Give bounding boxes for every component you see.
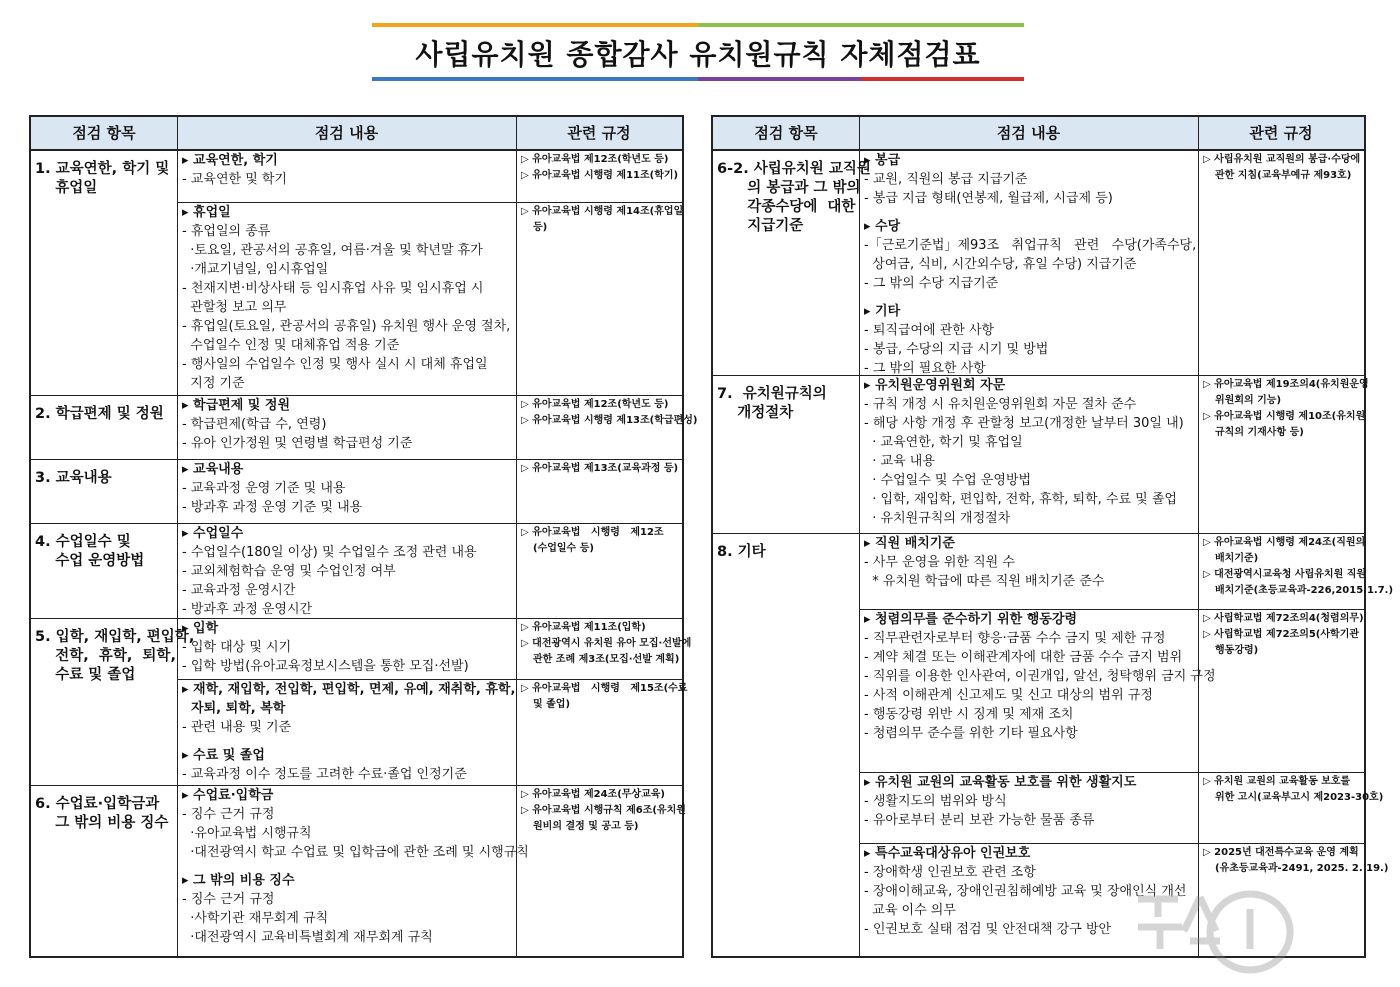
content-line: - 그 밖의 필요한 사항 <box>864 361 986 376</box>
check-content <box>182 680 516 784</box>
check-item <box>713 156 871 379</box>
regulation-line: ▷ 2025년 대전특수교육 운영 계획 <box>1203 847 1359 858</box>
content-line: - 천재지변·비상사태 등 임시휴업 사유 및 임시휴업 시 <box>182 281 484 296</box>
check-item-line: 8. 기타 <box>717 544 766 560</box>
header-item: 점검 항목 <box>754 124 818 142</box>
content-line: - 장애학생 인권보호 관련 조항 <box>864 865 1036 880</box>
check-content <box>864 151 1195 374</box>
check-item-line: 6-2. 사립유치원 교직원 <box>717 161 871 177</box>
title-bottom-rule <box>372 77 1024 81</box>
regulation-line: ▷ 대전광역시교육청 사립유치원 직원 <box>1203 569 1367 580</box>
content-line: ·유아교육법 시행규칙 <box>182 826 312 841</box>
content-heading: ▸ 입학 <box>182 621 219 636</box>
check-item-line: 의 봉급과 그 밖의 <box>717 180 861 196</box>
check-item <box>31 624 195 789</box>
content-line: - 생활지도의 범위와 방식 <box>864 794 1007 809</box>
content-line: ·대전광역시 교육비특별회계 재무회계 규칙 <box>182 930 433 945</box>
check-item <box>31 529 184 622</box>
related-regulation <box>521 620 692 678</box>
regulation-line: 원비의 결정 및 공고 등) <box>533 821 639 832</box>
regulation-line: ▷ 유아교육법 제13조(교육과정 등) <box>521 463 679 474</box>
content-line: - 징수 근거 규정 <box>182 892 275 907</box>
check-item-line: 지급기준 <box>717 218 804 234</box>
content-line: · 입학, 재입학, 편입학, 전학, 휴학, 퇴학, 수료 및 졸업 <box>864 492 1177 507</box>
header-regulation: 관련 규정 <box>567 124 631 142</box>
content-line: - 봉급 지급 형태(연봉제, 월급제, 시급제 등) <box>864 191 1113 206</box>
content-heading: ▸ 특수교육대상유아 인권보호 <box>864 846 1031 861</box>
check-item-line: 휴업일 <box>35 180 98 196</box>
content-line: - 교육연한 및 학기 <box>182 172 287 187</box>
check-content <box>864 376 1195 532</box>
content-line: · 교육 내용 <box>864 454 935 469</box>
content-line: - 유아 인가정원 및 연령별 학급편성 기준 <box>182 436 413 451</box>
content-line: - 유아로부터 분리 보관 가능한 물품 종류 <box>864 813 1095 828</box>
content-line: - 교육과정 운영시간 <box>182 583 296 598</box>
regulation-line: ▷ 유치원 교원의 교육활동 보호를 <box>1203 776 1351 787</box>
regulation-line: ▷ 유아교육법 시행령 제15조(수료 <box>521 683 688 694</box>
content-heading: ▸ 휴업일 <box>182 205 231 220</box>
regulation-line: ▷ 사립유치원 교직원의 봉급·수당에 <box>1203 154 1361 165</box>
check-item <box>713 381 866 537</box>
content-line: - 인권보호 실태 점검 및 안전대책 강구 방안 <box>864 922 1112 937</box>
content-line: - 교육과정 운영 기준 및 내용 <box>182 481 346 496</box>
check-content <box>182 203 513 394</box>
check-item-line: 개정절차 <box>717 405 794 421</box>
content-line: - 교육과정 이수 정도를 고려한 수료·졸업 인정기준 <box>182 767 467 782</box>
content-line: - 퇴직급여에 관한 사항 <box>864 323 995 338</box>
content-heading: ▸ 수당 <box>864 219 901 234</box>
regulation-line: 배치기준) <box>1215 553 1259 564</box>
related-regulation <box>521 397 698 458</box>
regulation-line: ▷ 유아교육법 시행령 제10조(유치원 <box>1203 411 1366 422</box>
related-regulation <box>1203 152 1362 374</box>
check-content <box>182 151 513 201</box>
check-content <box>182 396 513 458</box>
check-content <box>182 524 513 617</box>
regulation-line: ▷ 유아교육법 제12조(학년도 등) <box>521 399 669 410</box>
check-item-line: 7. 유치원규칙의 <box>717 386 827 402</box>
content-line: * 유치원 학급에 따른 직원 배치기준 준수 <box>864 574 1105 589</box>
content-heading: ▸ 수료 및 졸업 <box>182 748 265 763</box>
regulation-line: ▷ 사립학교법 제72조의5(사학기관 <box>1203 629 1360 640</box>
regulation-line: ▷ 유아교육법 시행령 제14조(휴업일 <box>521 206 684 217</box>
related-regulation <box>1203 377 1369 532</box>
regulation-line: 관한 조례 제3조(모집·선발 계획) <box>533 654 680 665</box>
check-item <box>31 401 184 463</box>
content-heading: ▸ 봉급 <box>864 153 901 168</box>
regulation-line: 규칙의 기재사항 등) <box>1215 427 1304 438</box>
content-line: 관할청 보고 의무 <box>182 300 287 315</box>
check-item-line: 6. 수업료·입학금과 <box>35 796 160 812</box>
content-line: - 장애이해교육, 장애인권침해예방 교육 및 장애인식 개선 <box>864 884 1187 899</box>
regulation-line: 등) <box>533 222 548 233</box>
content-line: ·토요일, 관공서의 공휴일, 여름·겨울 및 학년말 휴가 <box>182 243 483 258</box>
content-heading: ▸ 교육연한, 학기 <box>182 153 278 168</box>
check-content <box>864 773 1195 842</box>
content-line: ·개교기념일, 임시휴업일 <box>182 262 329 277</box>
content-heading: ▸ 그 밖의 비용 징수 <box>182 873 295 888</box>
header-item: 점검 항목 <box>72 124 136 142</box>
regulation-line: ▷ 유아교육법 시행령 제11조(학기) <box>521 170 679 181</box>
content-line: - 휴업일의 종류 <box>182 224 271 239</box>
content-line: - 휴업일(토요일, 관공서의 공휴일) 유치원 행사 운영 절차, <box>182 319 511 334</box>
header-regulation: 관련 규정 <box>1249 124 1313 142</box>
check-item <box>31 791 184 960</box>
page-title: 사립유치원 종합감사 유치원규칙 자체점검표 <box>415 38 981 71</box>
content-line: 상여금, 식비, 시간외수당, 휴일 수당) 지급기준 <box>864 257 1137 272</box>
content-line: - 입학 대상 및 시기 <box>182 640 292 655</box>
content-heading: ▸ 수업일수 <box>182 526 244 541</box>
checklist-table-right <box>711 115 1394 958</box>
check-content <box>864 534 1195 608</box>
related-regulation <box>1203 774 1384 842</box>
content-line: - 직위를 이용한 인사관여, 이권개입, 알선, 청탁행위 금지 규정 <box>864 669 1216 684</box>
related-regulation <box>521 461 680 522</box>
content-line: - 행사일의 수업일수 인정 및 행사 실시 시 대체 휴업일 <box>182 357 488 372</box>
related-regulation <box>521 681 688 784</box>
regulation-line: (유초등교육과-2491, 2025. 2. 19.) <box>1215 863 1389 874</box>
content-line: - 방과후 과정 운영 기준 및 내용 <box>182 500 363 515</box>
content-line <box>864 208 1195 217</box>
check-content <box>864 610 1216 771</box>
check-content <box>182 786 529 955</box>
column-divider <box>1198 117 1199 956</box>
check-item-line: 1. 교육연한, 학기 및 <box>35 161 170 177</box>
regulation-line: ▷ 유아교육법 제19조의4(유치원운영 <box>1203 379 1369 390</box>
regulation-line: 위원회의 기능) <box>1215 395 1282 406</box>
content-line: - 교외체험학습 운영 및 수업인정 여부 <box>182 564 396 579</box>
content-line: - 수업일수(180일 이상) 및 수업일수 조정 관련 내용 <box>182 545 477 560</box>
check-item <box>713 539 866 960</box>
content-heading: ▸ 수업료·입학금 <box>182 788 274 803</box>
content-heading: ▸ 재학, 재입학, 전입학, 편입학, 면제, 유예, 재취학, 휴학, <box>182 682 516 697</box>
regulation-line: ▷ 대전광역시 유치원 유아 모집·선발에 <box>521 638 692 649</box>
content-line: - 계약 체결 또는 이해관계자에 대한 금품 수수 금지 범위 <box>864 650 1183 665</box>
column-divider <box>516 117 517 956</box>
related-regulation <box>521 204 684 394</box>
content-line: 수업일수 인정 및 대체휴업 적용 기준 <box>182 338 400 353</box>
content-heading: ▸ 기타 <box>864 304 901 319</box>
content-line: - 학급편제(학급 수, 연령) <box>182 417 327 432</box>
content-line: · 수업일수 및 수업 운영방법 <box>864 473 1032 488</box>
regulation-line: ▷ 유아교육법 제11조(입학) <box>521 622 646 633</box>
content-line <box>864 293 1195 302</box>
check-item <box>31 465 184 527</box>
content-line: · 유치원규칙의 개정절차 <box>864 511 1011 526</box>
content-heading: ▸ 학급편제 및 정원 <box>182 398 291 413</box>
content-heading: ▸ 교육내용 <box>182 462 244 477</box>
check-item-line: 2. 학급편제 및 정원 <box>35 406 164 422</box>
content-line: - 봉급, 수당의 지급 시기 및 방법 <box>864 342 1049 357</box>
check-item-line: 4. 수업일수 및 <box>35 534 131 550</box>
content-line: - 입학 방법(유아교육정보시스템을 통한 모집·선발) <box>182 659 469 674</box>
related-regulation <box>521 787 686 955</box>
content-line <box>182 862 513 871</box>
related-regulation <box>1203 535 1394 608</box>
content-heading: ▸ 직원 배치기준 <box>864 536 955 551</box>
content-line: - 해당 사항 개정 후 관할청 보고(개정한 날부터 30일 내) <box>864 416 1184 431</box>
content-line: - 행동강령 위반 시 징계 및 제재 조치 <box>864 707 1074 722</box>
regulation-line: ▷ 유아교육법 시행령 제12조 <box>521 527 664 538</box>
content-line: -「근로기준법」제93조 취업규칙 관련 수당(가족수당, <box>864 238 1197 253</box>
content-heading: ▸ 유치원운영위원회 자문 <box>864 378 1006 393</box>
check-item-line: 수료 및 졸업 <box>35 667 136 683</box>
content-line <box>182 737 513 746</box>
check-item <box>31 156 184 399</box>
check-item-line: 전학, 휴학, 퇴학, <box>35 648 176 664</box>
news1-watermark-logo <box>1130 879 1370 969</box>
check-item-line: 5. 입학, 재입학, 편입학, <box>35 629 195 645</box>
regulation-line: 관한 지침(교육부예규 제93호) <box>1215 170 1352 181</box>
check-item-line: 각종수당에 대한 <box>717 199 856 215</box>
content-line: - 청렴의무 준수를 위한 기타 필요사항 <box>864 726 1078 741</box>
content-line: 지정 기준 <box>182 376 245 391</box>
related-regulation <box>1203 611 1362 771</box>
check-content <box>182 619 513 678</box>
title-top-rule <box>372 23 1024 27</box>
regulation-line: ▷ 유아교육법 시행령 제24조(직원의 <box>1203 537 1366 548</box>
content-line: - 교원, 직원의 봉급 지급기준 <box>864 172 1028 187</box>
content-line: - 관련 내용 및 기준 <box>182 720 292 735</box>
content-line: ·대전광역시 학교 수업료 및 입학금에 관한 조례 및 시행규칙 <box>182 845 529 860</box>
header-content: 점검 내용 <box>996 124 1061 142</box>
check-item-line: 그 밖의 비용 징수 <box>35 815 169 831</box>
content-line: ·사학기관 재무회계 규칙 <box>182 911 329 926</box>
check-content <box>182 460 513 522</box>
regulation-line: ▷ 유아교육법 제24조(무상교육) <box>521 789 665 800</box>
content-heading: 자퇴, 퇴학, 복학 <box>182 701 286 716</box>
regulation-line: 위한 고시(교육부고시 제2023-30호) <box>1215 792 1384 803</box>
content-line: - 규칙 개정 시 유치원운영위원회 자문 절차 준수 <box>864 397 1137 412</box>
table-header <box>31 117 682 151</box>
content-line: - 사적 이해관계 신고제도 및 신고 대상의 범위 규정 <box>864 688 1153 703</box>
check-item-line: 수업 운영방법 <box>35 553 145 569</box>
content-line: - 징수 근거 규정 <box>182 807 275 822</box>
content-line: - 사무 운영을 위한 직원 수 <box>864 555 1015 570</box>
header-content: 점검 내용 <box>314 124 379 142</box>
content-line: - 그 밖의 수당 지급기준 <box>864 276 999 291</box>
title-banner <box>372 23 1024 81</box>
content-line: 교육 이수 의무 <box>864 903 956 918</box>
related-regulation <box>521 152 680 201</box>
content-line: · 교육연한, 학기 및 휴업일 <box>864 435 1023 450</box>
related-regulation <box>521 525 680 617</box>
content-heading: ▸ 유치원 교원의 교육활동 보호를 위한 생활지도 <box>864 775 1137 790</box>
check-item-line: 3. 교육내용 <box>35 470 112 486</box>
regulation-line: ▷ 유아교육법 제12조(학년도 등) <box>521 154 669 165</box>
regulation-line: 배치기준(초등교육과-226,2015.1.7.) <box>1215 585 1394 596</box>
regulation-line: 행동강령) <box>1215 645 1259 656</box>
regulation-line: ▷ 유아교육법 시행령 제13조(학급편성) <box>521 415 698 426</box>
regulation-line: ▷ 유아교육법 시행규칙 제6조(유치원 <box>521 805 686 816</box>
content-heading: ▸ 청렴의무를 준수하기 위한 행동강령 <box>864 612 1077 627</box>
regulation-line: 및 졸업) <box>533 699 571 710</box>
content-line: - 방과후 과정 운영시간 <box>182 602 313 617</box>
checklist-table-left <box>29 115 698 958</box>
content-line: - 직무관련자로부터 향응·금품 수수 금지 및 제한 규정 <box>864 631 1166 646</box>
regulation-line: (수업일수 등) <box>533 543 594 554</box>
regulation-line: ▷ 사립학교법 제72조의4(청렴의무) <box>1203 613 1364 624</box>
table-header <box>713 117 1364 151</box>
